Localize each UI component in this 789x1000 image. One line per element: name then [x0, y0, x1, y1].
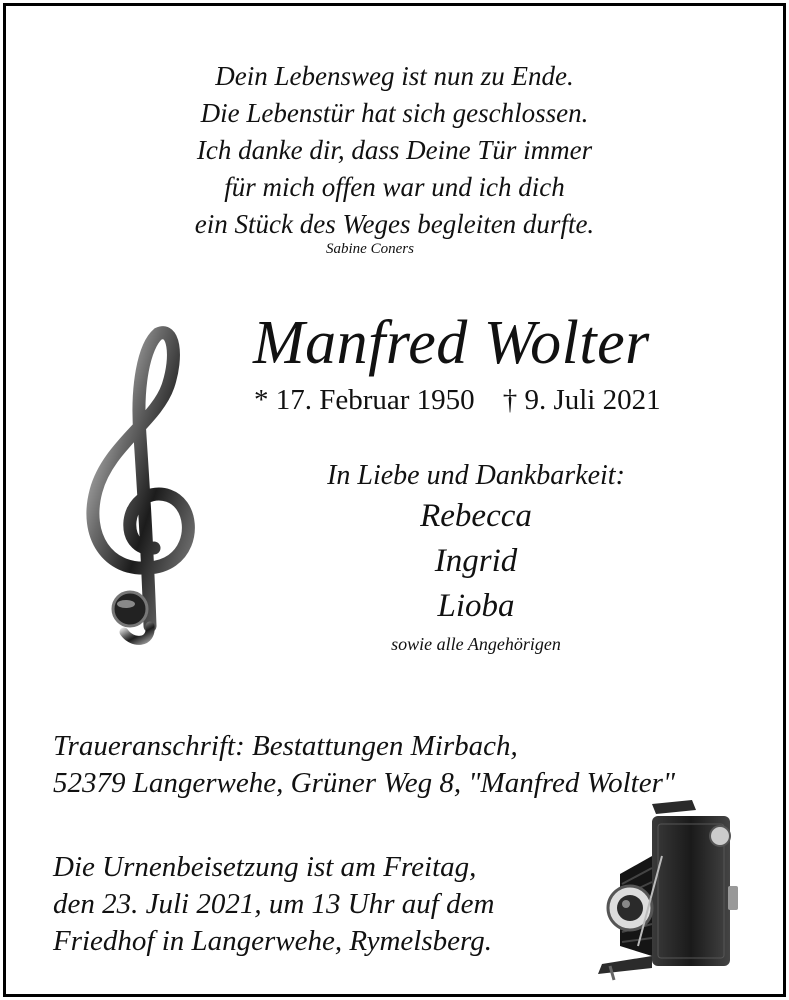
- burial-line: Die Urnenbeisetzung ist am Freitag,: [53, 851, 477, 883]
- life-dates: [254, 384, 661, 417]
- mourner-name: Ingrid: [434, 543, 518, 579]
- mourner-name: Rebecca: [420, 498, 532, 534]
- mourners: [276, 458, 676, 657]
- poem-line: Dein Lebensweg ist nun zu Ende.: [215, 61, 574, 91]
- address-line: 52379 Langerwehe, Grüner Weg 8, "Manfred Wolter": [53, 767, 676, 799]
- mourner-name: Lioba: [437, 588, 515, 624]
- mourners-intro: In Liebe und Dankbarkeit:: [327, 460, 625, 491]
- poem-line: Ich danke dir, dass Deine Tür immer: [196, 135, 593, 165]
- burial-line: Friedhof in Langerwehe, Rymelsberg.: [53, 925, 492, 957]
- burial-notice: [53, 849, 553, 960]
- other-relatives: sowie alle Angehörigen: [391, 634, 561, 654]
- treble-clef-icon: [78, 326, 208, 646]
- birth-date: * 17. Februar 1950: [254, 384, 475, 416]
- death-date: † 9. Juli 2021: [502, 384, 661, 416]
- folding-camera-icon: [592, 796, 752, 982]
- poem-author: Sabine Coners: [326, 241, 414, 257]
- mourning-address: [53, 728, 675, 802]
- poem-line: Die Lebenstür hat sich geschlossen.: [200, 98, 589, 128]
- deceased-name: Manfred Wolter: [253, 309, 650, 377]
- poem-line: ein Stück des Weges begleiten durfte.: [194, 209, 595, 239]
- burial-line: den 23. Juli 2021, um 13 Uhr auf dem: [53, 888, 495, 920]
- address-line: Traueranschrift: Bestattungen Mirbach,: [53, 730, 518, 762]
- obituary-card: [3, 3, 786, 997]
- poem-line: für mich offen war und ich dich: [224, 172, 565, 202]
- poem: [6, 58, 783, 243]
